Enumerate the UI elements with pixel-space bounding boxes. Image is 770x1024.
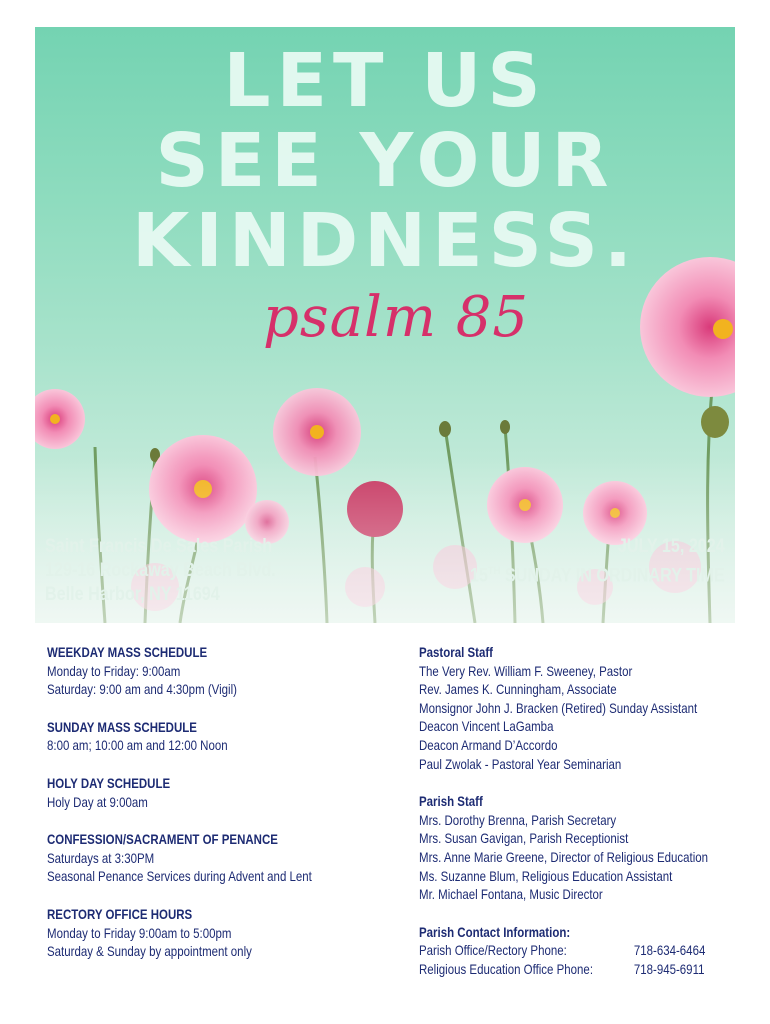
- holy-day-section: [47, 774, 391, 811]
- staff-line: Ms. Suzanne Blum, Religious Education Assistant: [419, 867, 673, 884]
- parish-staff-section: [419, 792, 763, 904]
- pastoral-staff-section: [419, 643, 763, 773]
- schedule-line: Saturdays at 3:30PM: [47, 849, 155, 866]
- liturgical-date-block: [470, 535, 725, 588]
- contact-section: [419, 923, 763, 979]
- bulletin-date: JULY 15, 2024: [618, 536, 725, 557]
- section-heading: Parish Staff: [419, 793, 483, 810]
- schedule-line: Holy Day at 9:00am: [47, 793, 148, 810]
- parish-name: Saint Francis De Sales Parish: [45, 536, 273, 557]
- headline-line: SEE YOUR: [155, 118, 615, 204]
- weekday-mass-section: [47, 643, 391, 699]
- psalm-reference: psalm 85: [263, 285, 530, 350]
- staff-line: Rev. James K. Cunningham, Associate: [419, 681, 617, 698]
- liturgical-sunday: [470, 559, 725, 588]
- section-heading: Parish Contact Information:: [419, 923, 571, 940]
- headline-line: LET US: [223, 38, 547, 124]
- section-heading: HOLY DAY SCHEDULE: [47, 774, 171, 791]
- schedule-line: Monday to Friday 9:00am to 5:00pm: [47, 924, 232, 941]
- section-heading: RECTORY OFFICE HOURS: [47, 905, 193, 922]
- contact-row: [419, 960, 763, 979]
- staff-line: Mrs. Susan Gavigan, Parish Receptionist: [419, 830, 629, 847]
- section-heading: WEEKDAY MASS SCHEDULE: [47, 644, 208, 660]
- parish-city: Belle Harbor, NY 11694: [45, 584, 220, 605]
- parish-street: 129-16 Rockaway Beach Blvd.: [45, 560, 276, 581]
- headline-line: KINDNESS.: [131, 198, 639, 284]
- staff-line: Paul Zwolak - Pastoral Year Seminarian: [419, 755, 622, 772]
- rectory-hours-section: [47, 905, 391, 961]
- headline: [35, 38, 735, 284]
- phone-number: 718-945-6911: [633, 960, 705, 977]
- staff-line: Monsignor John J. Bracken (Retired) Sunday Assistant: [419, 699, 698, 716]
- sunday-ordinal: TH: [488, 565, 501, 577]
- contact-label: Religious Education Office Phone:: [419, 960, 594, 977]
- schedule-line: Seasonal Penance Services during Advent and Lent: [47, 868, 312, 885]
- schedule-line: Saturday & Sunday by appointment only: [47, 943, 252, 960]
- sunday-mass-section: [47, 718, 391, 755]
- schedule-line: Saturday: 9:00 am and 4:30pm (Vigil): [47, 681, 237, 698]
- phone-number: 718-634-6464: [633, 942, 706, 959]
- staff-line: The Very Rev. William F. Sweeney, Pastor: [419, 662, 633, 679]
- section-heading: Pastoral Staff: [419, 644, 494, 660]
- staff-line: Mrs. Anne Marie Greene, Director of Religious Education: [419, 848, 709, 865]
- confession-section: [47, 830, 391, 886]
- section-heading: CONFESSION/SACRAMENT OF PENANCE: [47, 831, 278, 848]
- staff-line: Deacon Vincent LaGamba: [419, 718, 554, 735]
- sunday-title: SUNDAY IN ORDINARY TIME: [500, 565, 725, 587]
- staff-line: Mr. Michael Fontana, Music Director: [419, 886, 603, 903]
- parish-address-block: [45, 535, 276, 607]
- sunday-number: 15: [470, 565, 489, 587]
- contact-label: Parish Office/Rectory Phone:: [419, 942, 567, 959]
- staff-line: Deacon Armand D’Accordo: [419, 736, 558, 753]
- schedule-line: Monday to Friday: 9:00am: [47, 662, 181, 679]
- contact-row: [419, 941, 763, 960]
- section-heading: SUNDAY MASS SCHEDULE: [47, 718, 197, 735]
- staff-column: [419, 643, 739, 998]
- schedule-line: 8:00 am; 10:00 am and 12:00 Noon: [47, 737, 228, 754]
- staff-line: Mrs. Dorothy Brenna, Parish Secretary: [419, 811, 617, 828]
- hero-banner: [35, 27, 735, 623]
- schedule-column: [47, 643, 387, 980]
